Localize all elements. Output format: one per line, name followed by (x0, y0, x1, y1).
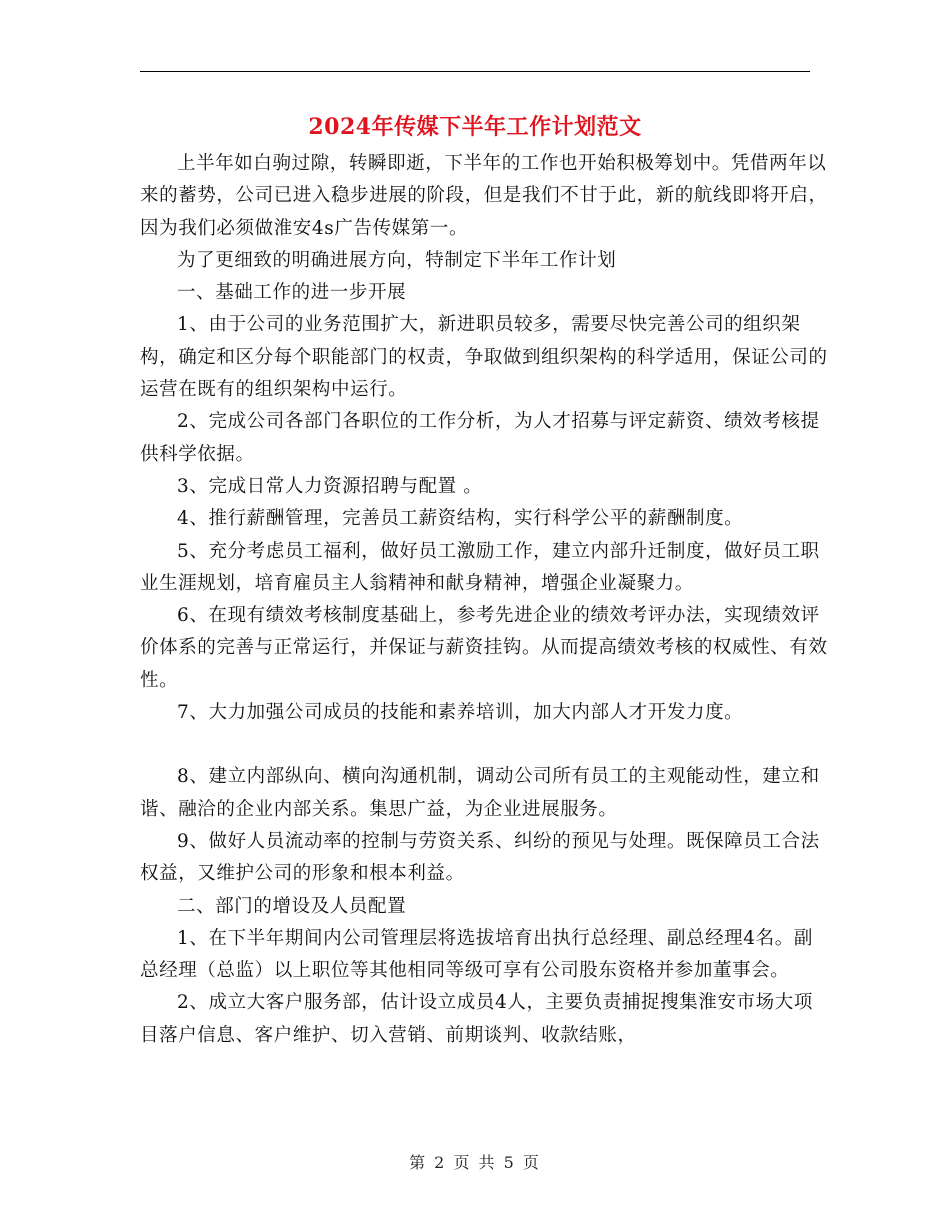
list-item: 7、大力加强公司成员的技能和素养培训，加大内部人才开发力度。 (177, 702, 744, 724)
list-item: 5、充分考虑员工福利，做好员工激励工作，建立内部升迁制度，做好员工职业生涯规划，培育雇员主人翁精神和献身精神，增强企业凝聚力。 (140, 540, 820, 594)
list-item: 8、建立内部纵向、横向沟通机制，调动公司所有员工的主观能动性，建立和谐、融洽的企业内部关系。集思广益，为企业进展服务。 (140, 766, 820, 820)
paragraph-purpose: 为了更细致的明确进展方向，特制定下半年工作计划 (177, 249, 617, 271)
list-item: 3、完成日常人力资源招聘与配置 。 (177, 475, 483, 497)
section-heading-2: 二、部门的增设及人员配置 (177, 895, 407, 917)
list-item: 9、做好人员流动率的控制与劳资关系、纠纷的预见与处理。既保障员工合法权益，又维护公司的形象和根本利益。 (140, 830, 820, 885)
document-title: 2024年传媒下半年工作计划范文 (308, 114, 642, 140)
list-item: 6、在现有绩效考核制度基础上，参考先进企业的绩效考评办法，实现绩效评价体系的完善与正常运行，并保证与薪资挂钩。从而提高绩效考核的权威性、有效性。 (140, 605, 828, 691)
header-rule (140, 71, 810, 72)
list-item: 4、推行薪酬管理，完善员工薪资结构，实行科学公平的薪酬制度。 (177, 508, 744, 530)
document-body (140, 148, 830, 1052)
paragraph-intro: 上半年如白驹过隙，转瞬即逝，下半年的工作也开始积极筹划中。凭借两年以来的蓄势，公司已进入稳步进展的阶段，但是我们不甘于此，新的航线即将开启，因为我们必须做淮安4s广告传媒第一。 (140, 153, 828, 239)
section-heading-1: 一、基础工作的进一步开展 (177, 282, 407, 304)
list-item: 1、由于公司的业务范围扩大，新进职员较多，需要尽快完善公司的组织架构，确定和区分每个职能部门的权责，争取做到组织架构的科学适用，保证公司的运营在既有的组织架构中运行。 (140, 314, 828, 401)
list-item: 2、完成公司各部门各职位的工作分析，为人才招募与评定薪资、绩效考核提供科学依据。 (140, 411, 820, 465)
list-item: 1、在下半年期间内公司管理层将选拔培育出执行总经理、副总经理4名。副总经理（总监）以上职位等其他相同等级可享有公司股东资格并参加董事会。 (140, 927, 813, 982)
page-footer: 第 2 页 共 5 页 (409, 1153, 541, 1172)
list-item: 2、成立大客户服务部，估计设立成员4人，主要负责捕捉搜集淮安市场大项目落户信息、客户维护、切入营销、前期谈判、收款结账， (140, 992, 813, 1046)
